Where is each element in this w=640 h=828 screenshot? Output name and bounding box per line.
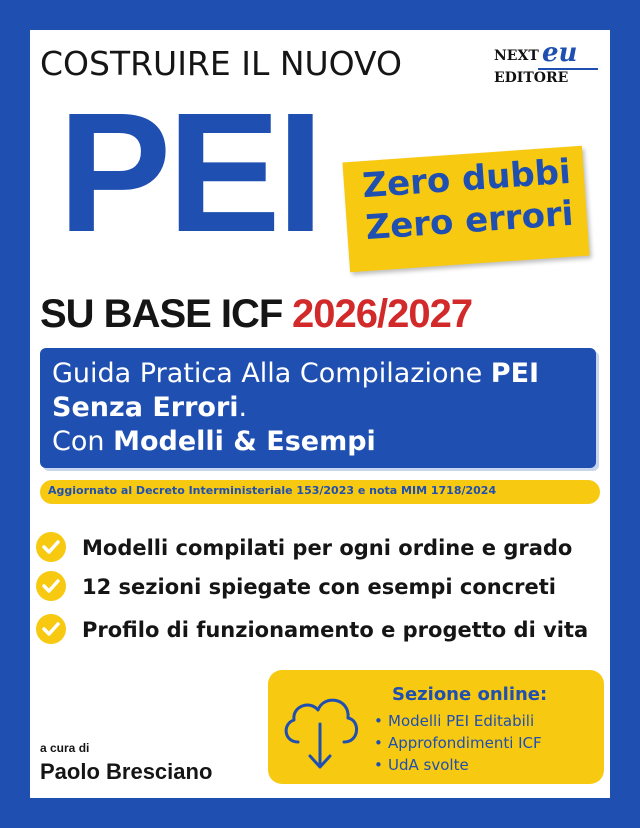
main-title: PEI	[58, 78, 321, 268]
online-item-text: Modelli PEI Editabili	[388, 712, 535, 730]
publisher-logo	[494, 38, 604, 94]
feature-item	[36, 614, 606, 650]
feature-text: 12 sezioni spiegate con esempi concreti	[82, 575, 557, 599]
badge-text	[355, 150, 580, 249]
guide-line-3-text: Con	[52, 426, 114, 457]
online-item-text: UdA svolte	[388, 756, 469, 774]
online-item-text: Approfondimenti ICF	[388, 734, 542, 752]
check-icon	[36, 532, 66, 562]
check-icon	[36, 614, 66, 644]
guide-line-3	[52, 426, 376, 457]
online-item: • UdA svolte	[374, 756, 469, 774]
guide-line-1-bold: PEI	[490, 358, 540, 389]
cloud-download-icon	[278, 680, 362, 781]
online-title: Sezione online:	[392, 684, 548, 705]
subtitle: SU BASE ICF	[40, 292, 283, 336]
publisher-editore: EDITORE	[494, 70, 569, 86]
feature-text: Profilo di funzionamento e progetto di vita	[82, 618, 589, 642]
guide-box	[40, 348, 596, 468]
guide-line-1-text: Guida Pratica Alla Compilazione	[52, 358, 491, 389]
badge-line-2: Zero errori	[364, 193, 575, 249]
top-title: COSTRUIRE IL NUOVO	[40, 44, 403, 83]
book-cover	[30, 30, 610, 798]
feature-text: Modelli compilati per ogni ordine e grado	[82, 536, 573, 560]
publisher-eu: eu	[542, 38, 578, 68]
online-item: • Modelli PEI Editabili	[374, 712, 535, 730]
guide-line-2-bold: Senza Errori	[52, 392, 239, 423]
online-section-box	[268, 670, 604, 784]
feature-item	[36, 532, 606, 568]
feature-item	[36, 571, 606, 607]
check-icon	[36, 571, 66, 601]
online-item: • Approfondimenti ICF	[374, 734, 542, 752]
author-name: Paolo Bresciano	[40, 759, 213, 784]
author-label: a cura di	[40, 741, 90, 755]
update-note-bar	[40, 480, 600, 504]
update-note: Aggiornato al Decreto Interministeriale 153/2023 e nota MIM 1718/2024	[48, 484, 497, 497]
publisher-next: NEXT	[494, 48, 539, 64]
edition-year: 2026/2027	[292, 292, 473, 336]
badge-line-1: Zero dubbi	[361, 151, 572, 207]
guide-line-2-end: .	[238, 392, 248, 423]
guide-line-1	[52, 358, 539, 389]
guide-line-2	[52, 392, 247, 423]
guide-line-3-bold: Modelli & Esempi	[113, 426, 376, 457]
